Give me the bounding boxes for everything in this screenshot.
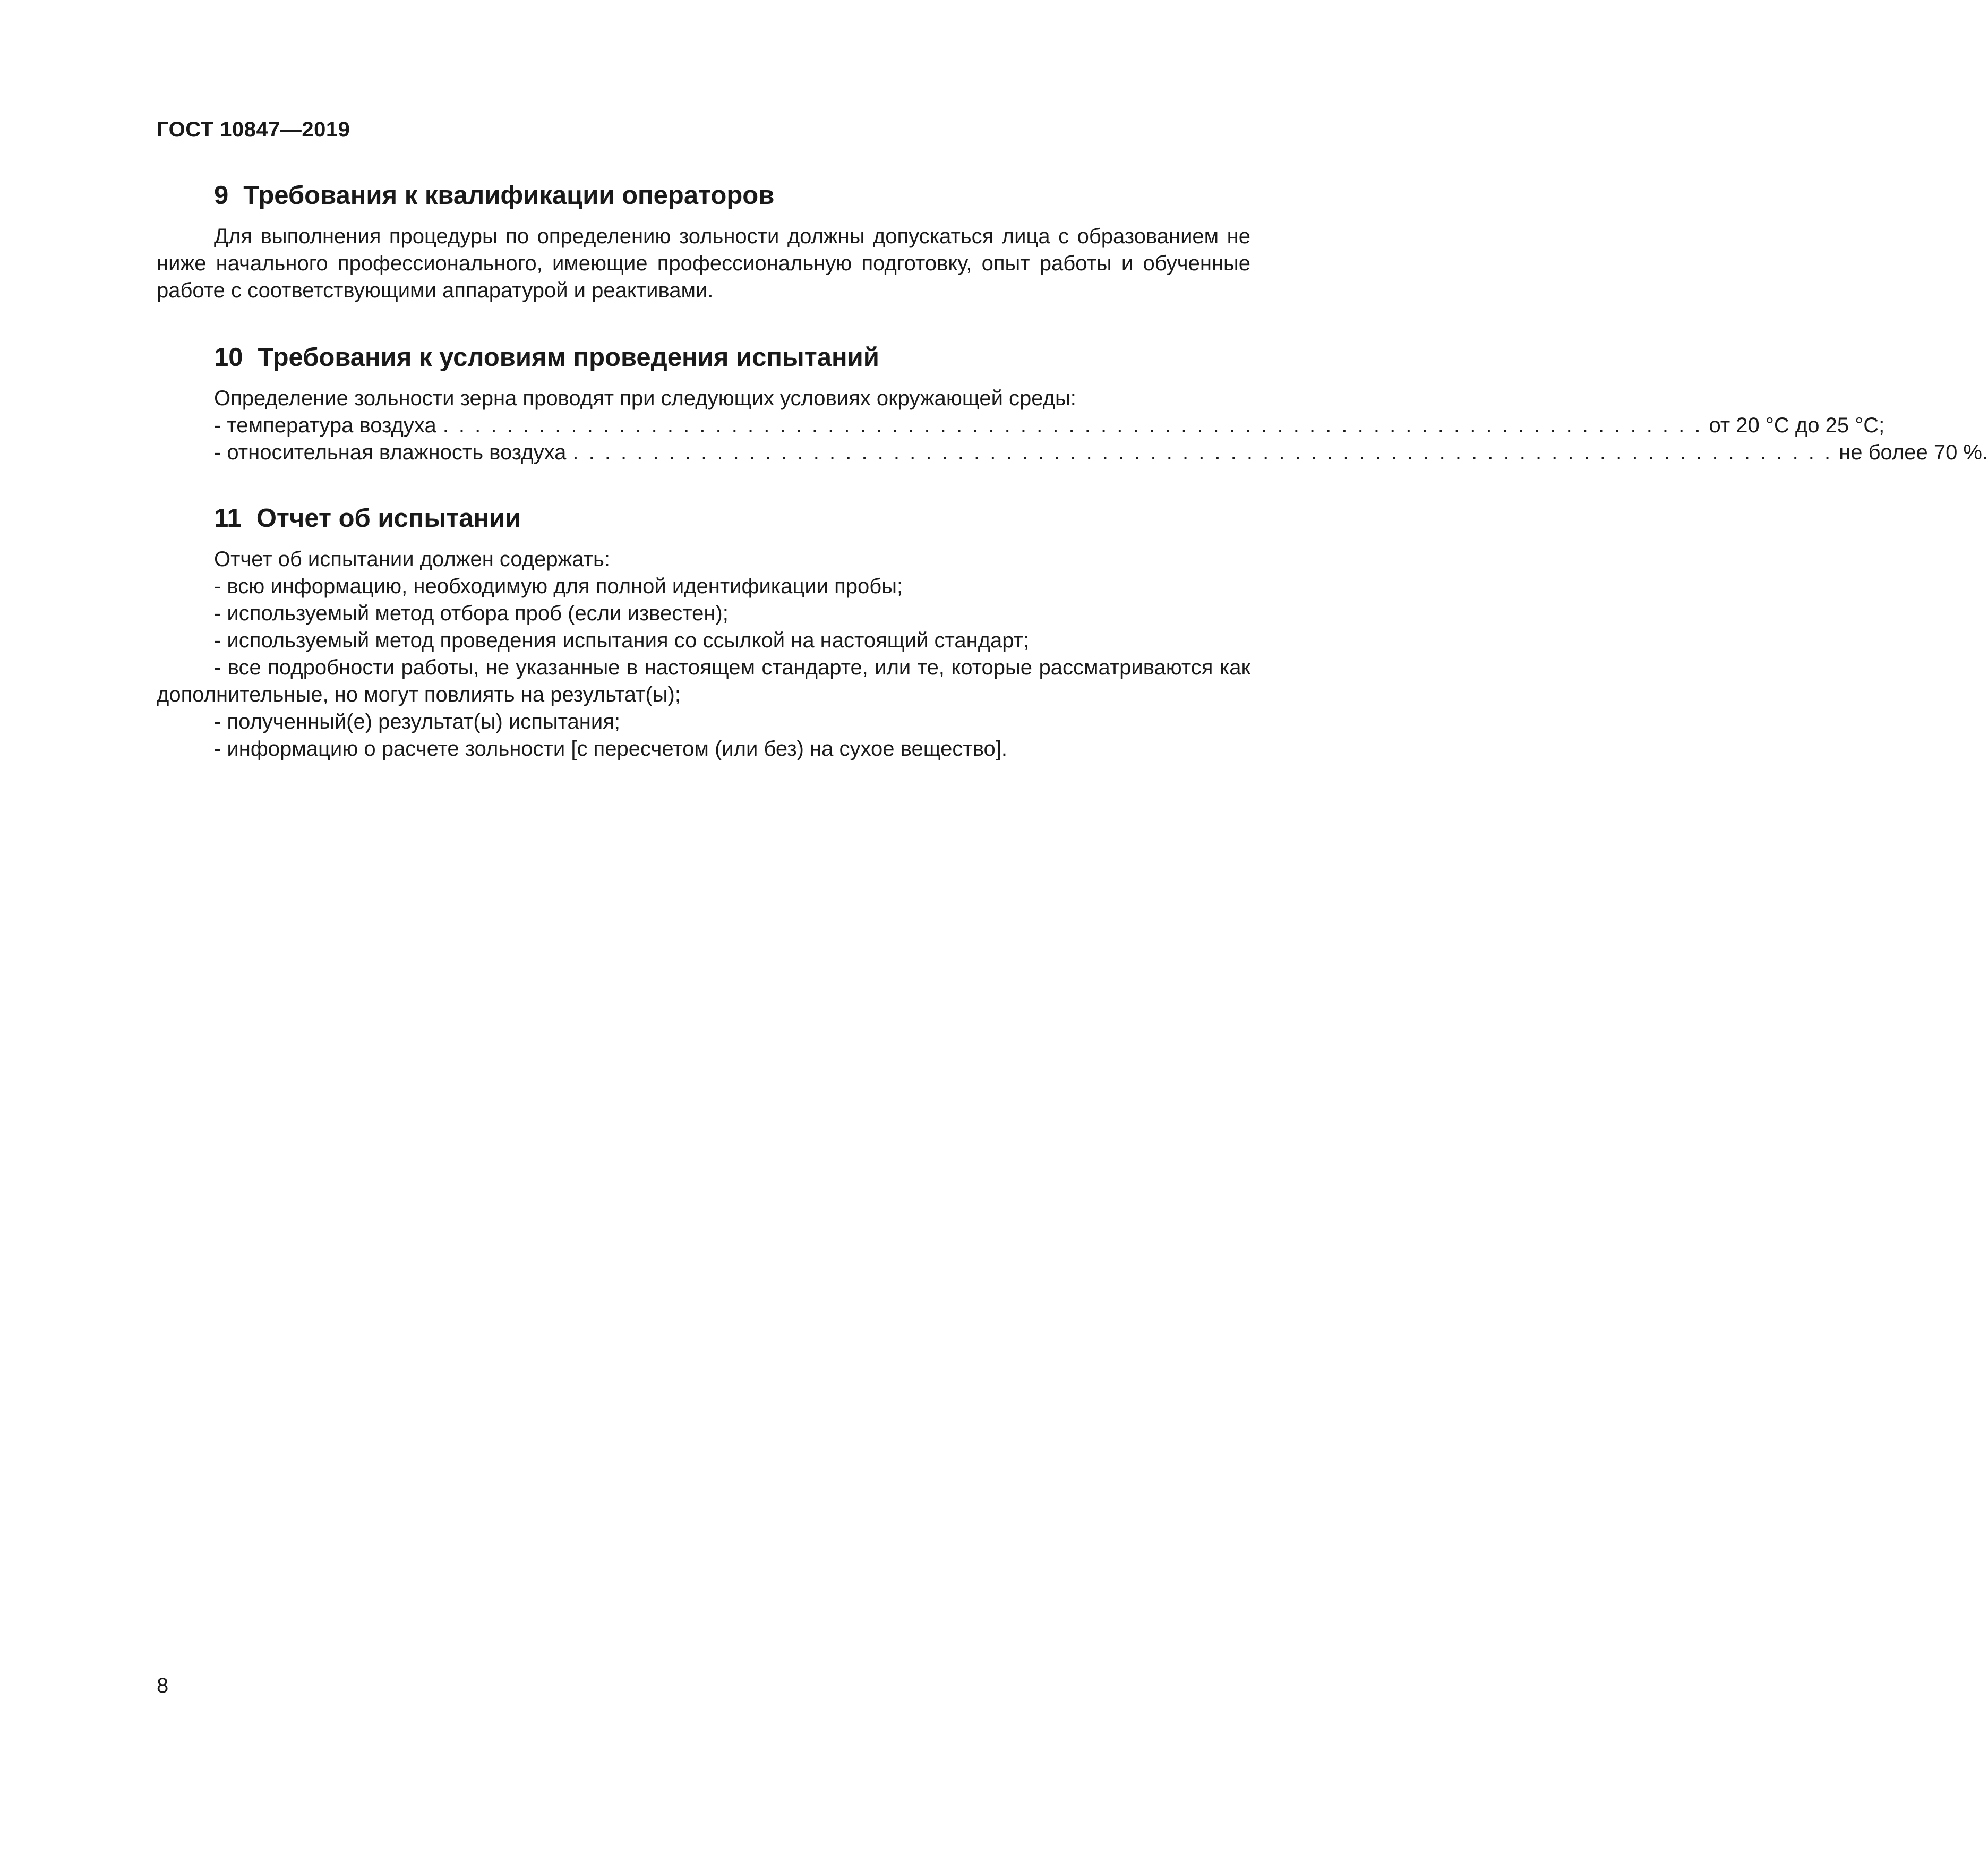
section-9 bbox=[157, 181, 1250, 304]
condition-value: не более 70 %. bbox=[1839, 441, 1988, 464]
dot-leader: . . . . . . . . . . . . . . . . . . . . . . . . . . . . . . . . . . . . . . . . . . . . . . . . . . . . . . . . . . . . . . . . . . . . . . . . . . . . . . . bbox=[572, 441, 1833, 464]
list-item: - используемый метод отбора проб (если известен); bbox=[214, 602, 729, 625]
list-item: - все подробности работы, не указанные в настоящем стандарте, или те, которые рассматриваются как дополнительные, но могут повлиять на результат(ы); bbox=[157, 656, 1250, 706]
section-9-number: 9 bbox=[214, 181, 229, 210]
section-10-number: 10 bbox=[214, 343, 243, 372]
standard-header: ГОСТ 10847—2019 bbox=[157, 118, 350, 141]
condition-label: - температура воздуха bbox=[214, 414, 436, 437]
condition-row-humidity bbox=[157, 439, 1988, 466]
list-item: - всю информацию, необходимую для полной идентификации пробы; bbox=[214, 575, 903, 598]
section-11-intro: Отчет об испытании должен содержать: bbox=[214, 548, 610, 571]
section-10 bbox=[157, 343, 1988, 466]
list-item: - используемый метод проведения испытания со ссылкой на настоящий стандарт; bbox=[214, 629, 1030, 652]
section-11-heading bbox=[214, 503, 1250, 533]
section-11-number: 11 bbox=[214, 504, 242, 533]
section-9-title: Требования к квалификации операторов bbox=[243, 181, 775, 210]
condition-row-temperature bbox=[157, 412, 1885, 439]
section-9-heading bbox=[214, 181, 1250, 210]
dot-leader: . . . . . . . . . . . . . . . . . . . . . . . . . . . . . . . . . . . . . . . . . . . . . . . . . . . . . . . . . . . . . . . . . . . . . . . . . . . . . . . bbox=[442, 414, 1703, 437]
list-item: - информацию о расчете зольности [с пересчетом (или без) на сухое вещество]. bbox=[214, 737, 1008, 760]
section-10-intro: Определение зольности зерна проводят при следующих условиях окружающей среды: bbox=[214, 387, 1076, 410]
list-item: - полученный(е) результат(ы) испытания; bbox=[214, 710, 620, 733]
condition-value: от 20 °С до 25 °С; bbox=[1709, 414, 1885, 437]
section-11-title: Отчет об испытании bbox=[256, 504, 521, 533]
section-10-title: Требования к условиям проведения испытаний bbox=[258, 343, 879, 372]
section-9-paragraph: Для выполнения процедуры по определению зольности должны допускаться лица с образованием не ниже начального профессионального, имеющие профессиональную подготовку, опыт работы и обученные работе с соответствующими аппаратурой и реактивами. bbox=[157, 225, 1250, 302]
page-number: 8 bbox=[157, 1674, 169, 1697]
section-10-heading bbox=[214, 343, 1250, 372]
section-11 bbox=[157, 503, 1250, 763]
condition-label: - относительная влажность воздуха bbox=[214, 441, 567, 464]
